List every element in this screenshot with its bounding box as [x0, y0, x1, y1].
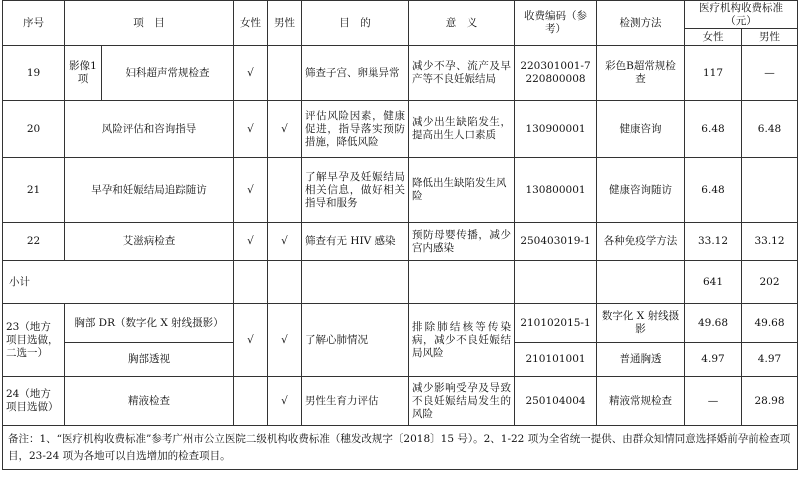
- header-row-1: [3, 1, 798, 29]
- header-method: 检测方法: [597, 1, 685, 46]
- cell-female-check: [234, 261, 268, 304]
- cell-code: 130800001: [515, 158, 597, 223]
- cell-method: 精液常规检查: [597, 377, 685, 426]
- cell-meaning: 减少出生缺陷发生，提高出生人口素质: [409, 101, 515, 158]
- cell-purpose: 了解心肺情况: [302, 304, 409, 377]
- cell-code: 210102015-1: [515, 304, 597, 343]
- cell-meaning: 排除肺结核等传染病，减少不良妊娠结局风险: [409, 304, 515, 377]
- cell-male-check: √: [268, 304, 302, 377]
- cell-female-check: √: [234, 223, 268, 261]
- table-row-20: [3, 101, 798, 158]
- cell-fee-male: 4.97: [742, 343, 798, 377]
- cell-meaning: [409, 261, 515, 304]
- cell-fee-female: 641: [685, 261, 742, 304]
- cell-meaning: 减少影响受孕及导致不良妊娠结局发生的风险: [409, 377, 515, 426]
- header-meaning: 意 义: [409, 1, 515, 46]
- cell-method: 彩色B超常规检查: [597, 46, 685, 101]
- cell-purpose: [302, 261, 409, 304]
- cell-method: 普通胸透: [597, 343, 685, 377]
- cell-purpose: 筛查子宫、卵巢异常: [302, 46, 409, 101]
- cell-purpose: 筛查有无 HIV 感染: [302, 223, 409, 261]
- header-fee-female: 女性: [685, 29, 742, 46]
- cell-code: [515, 261, 597, 304]
- cell-code: 210101001: [515, 343, 597, 377]
- header-purpose: 目 的: [302, 1, 409, 46]
- cell-female-check: √: [234, 101, 268, 158]
- cell-male-check: [268, 261, 302, 304]
- cell-item: 胸部透视: [65, 343, 234, 377]
- header-seq: 序号: [3, 1, 65, 46]
- cell-purpose: 男性生育力评估: [302, 377, 409, 426]
- header-fee-male: 男性: [742, 29, 798, 46]
- header-male: 男性: [268, 1, 302, 46]
- cell-item: 妇科超声常规检查: [102, 46, 234, 101]
- cell-item: 艾滋病检查: [65, 223, 234, 261]
- cell-method: [597, 261, 685, 304]
- cell-meaning: 减少不孕、流产及早产等不良妊娠结局: [409, 46, 515, 101]
- exam-fee-table: [2, 0, 798, 470]
- table-row-22: [3, 223, 798, 261]
- cell-subtotal-label: 小计: [3, 261, 234, 304]
- cell-item: 精液检查: [65, 377, 234, 426]
- footnote: 备注：1、“医疗机构收费标准”参考广州市公立医院二级机构收费标准（穗发改规字〔2018〕15 号）。2、1-22 项为全省统一提供、由群众知情同意选择婚前孕前检查项目，23-24 项为各地可以自选增加的检查项目。: [3, 426, 798, 470]
- cell-seq: 20: [3, 101, 65, 158]
- table-row-19: [3, 46, 798, 101]
- cell-method: 健康咨询随访: [597, 158, 685, 223]
- table-row-23a: [3, 304, 798, 343]
- table-row-24: [3, 377, 798, 426]
- cell-meaning: 降低出生缺陷发生风险: [409, 158, 515, 223]
- cell-code: 130900001: [515, 101, 597, 158]
- cell-item: 风险评估和咨询指导: [65, 101, 234, 158]
- cell-fee-female: 49.68: [685, 304, 742, 343]
- cell-fee-female: —: [685, 377, 742, 426]
- cell-fee-male: 28.98: [742, 377, 798, 426]
- header-female: 女性: [234, 1, 268, 46]
- table-row-note: [3, 426, 798, 470]
- cell-male-check: [268, 158, 302, 223]
- cell-code: 250403019-1: [515, 223, 597, 261]
- cell-male-check: √: [268, 223, 302, 261]
- table-row-subtotal: [3, 261, 798, 304]
- cell-fee-female: 6.48: [685, 158, 742, 223]
- fee-standard-table-container: [2, 0, 797, 488]
- cell-male-check: [268, 46, 302, 101]
- cell-male-check: √: [268, 101, 302, 158]
- cell-fee-female: 6.48: [685, 101, 742, 158]
- cell-male-check: √: [268, 377, 302, 426]
- header-item: 项 目: [65, 1, 234, 46]
- header-fee-standard: 医疗机构收费标准（元）: [685, 1, 798, 29]
- table-row-21: [3, 158, 798, 223]
- cell-item: 早孕和妊娠结局追踪随访: [65, 158, 234, 223]
- cell-method: 数字化 X 射线摄影: [597, 304, 685, 343]
- cell-code: 250104004: [515, 377, 597, 426]
- cell-meaning: 预防母婴传播，减少宫内感染: [409, 223, 515, 261]
- cell-fee-male: 49.68: [742, 304, 798, 343]
- cell-fee-male: 33.12: [742, 223, 798, 261]
- cell-female-check: √: [234, 158, 268, 223]
- cell-fee-female: 117: [685, 46, 742, 101]
- cell-seq: 23（地方项目选做，二选一）: [3, 304, 65, 377]
- cell-fee-male: —: [742, 46, 798, 101]
- cell-purpose: 了解早孕及妊娠结局相关信息，做好相关指导和服务: [302, 158, 409, 223]
- cell-method: 健康咨询: [597, 101, 685, 158]
- header-fee-code: 收费编码（参考）: [515, 1, 597, 46]
- cell-fee-male: [742, 158, 798, 223]
- cell-seq: 22: [3, 223, 65, 261]
- cell-fee-female: 33.12: [685, 223, 742, 261]
- cell-code: 220301001-7 220800008: [515, 46, 597, 101]
- cell-female-check: √: [234, 304, 268, 377]
- cell-seq: 24（地方项目选做）: [3, 377, 65, 426]
- cell-fee-male: 202: [742, 261, 798, 304]
- cell-item: 胸部 DR（数字化 X 射线摄影）: [65, 304, 234, 343]
- cell-group: 影像1项: [65, 46, 102, 101]
- cell-female-check: [234, 377, 268, 426]
- cell-fee-female: 4.97: [685, 343, 742, 377]
- cell-purpose: 评估风险因素，健康促进，指导落实预防措施，降低风险: [302, 101, 409, 158]
- cell-seq: 21: [3, 158, 65, 223]
- cell-fee-male: 6.48: [742, 101, 798, 158]
- cell-seq: 19: [3, 46, 65, 101]
- cell-method: 各种免疫学方法: [597, 223, 685, 261]
- cell-female-check: √: [234, 46, 268, 101]
